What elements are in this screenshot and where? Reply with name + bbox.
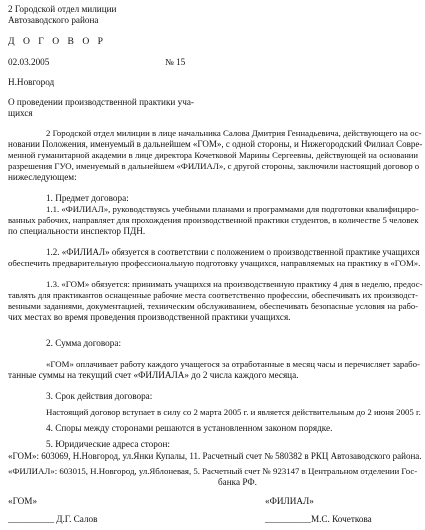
section5-heading: 5. Юридические адреса сторон: [46,439,170,449]
intro-line: нижеследующем: [8,172,77,182]
address-filial-line2: банка РФ. [218,477,257,487]
signature-line-left: __________ Д.Г. Салов [8,514,98,524]
intro-line: новании Положения, именуемый в дальнейшем «ГОМ», с одной стороны, и Нижегородский Филиал Совре- [8,139,423,149]
contract-subject-line1: О проведении производственной практики уча- [8,97,194,107]
clause-1-1-line: 1.1. «ФИЛИАЛ», руководствуясь учебными планами и программами для подготовки квалифициро- [46,204,419,214]
signature-party-left: «ГОМ» [8,496,38,506]
intro-line: менной гуманитарной академии в лице директора Кочетковой Марины Сергеевны, действующей на основании [8,150,418,160]
section4-heading: 4. Споры между сторонами решаются в установленном законом порядке. [46,423,333,433]
address-gom: «ГОМ»: 603069, Н.Новгород, ул.Янки Купалы, 11. Расчетный счет № 580382 в РКЦ Автозаводского района. [8,451,422,461]
section2-line: танные суммы на текущий счет «ФИЛИАЛА» до 2 числа каждого месяца. [8,370,299,380]
org-name-line1: 2 Городской отдел милиции [8,4,117,14]
clause-1-2-line: 1.2. «ФИЛИАЛ» обязуется в соответствии с положением о производственной практике учащихся [46,247,420,257]
address-filial-line1: «ФИЛИАЛ»: 603015, Н.Новгород, ул.Яблоневая, 5. Расчетный счет № 923147 в Центральном отделении Гос- [8,466,418,476]
contract-city: Н.Новгород [8,77,55,87]
section2-heading: 2. Сумма договора: [46,338,121,348]
contract-date: 02.03.2005 [8,57,50,67]
section3-line: Настоящий договор вступает в силу со 2 марта 2005 г. и является действительным до 2 июня 2005 г. [46,407,421,417]
intro-line: разрешения ГУО, именуемый в дальнейшем «ФИЛИАЛ», с другой стороны, заключили настоящий договор о [8,161,420,171]
intro-line: 2 Городской отдел милиции в лице начальника Салова Дмитрия Геннадьевича, действующего на ос- [46,128,422,138]
clause-1-3-line: венными заданиями, документацией, техническим обслуживанием, обеспечивать безопасные условия на рабо- [8,301,418,311]
clause-1-1-line: ванных рабочих, направляет для прохождения производственной практики студентов, в количестве 5 человек [8,215,419,225]
clause-1-3-line: тавлять для практикантов оснащенные рабочие места соответственно профессии, обеспечивать их производст- [8,290,418,300]
contract-number: № 15 [165,57,186,67]
clause-1-3-line: 1.3. «ГОМ» обязуется: принимать учащихся на производственную практику 4 дня в неделю, предос- [46,279,423,289]
section1-heading: 1. Предмет договора: [46,193,129,203]
org-name-line2: Автозаводского района [8,15,99,25]
contract-subject-line2: щихся [8,108,33,118]
clause-1-1-line: по специальности инспектор ПДН. [8,226,146,236]
signature-line-right: __________М.С. Кочеткова [265,514,372,524]
clause-1-3-line: чих местах во время проведения производственной практики учащихся. [8,312,291,322]
clause-1-2-line: обеспечить предварительную профессиональную подготовку учащихся, направляемых на практику в «ГОМ». [8,258,421,268]
document-title: Д О Г О В О Р [8,36,107,47]
signature-party-right: «ФИЛИАЛ» [265,496,314,506]
section2-line: «ГОМ» оплачивает работу каждого учащегося за отработанные в месяц часы и перечисляет зарабо- [46,359,420,369]
section3-heading: 3. Срок действия договора: [46,391,153,401]
